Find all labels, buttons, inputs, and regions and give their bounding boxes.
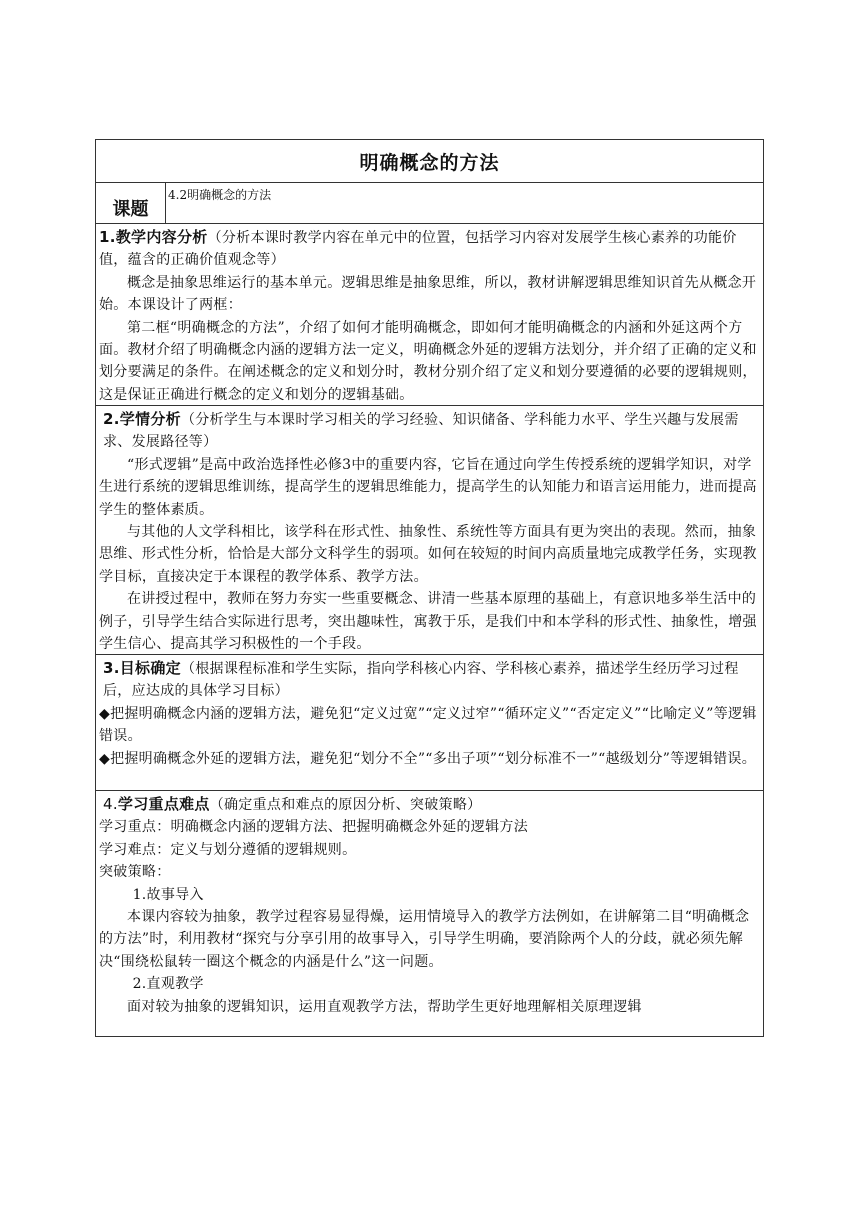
lesson-plan-table <box>95 139 764 1037</box>
section-number: 1. <box>99 228 116 246</box>
section-student-analysis <box>96 406 763 655</box>
title-row <box>96 140 763 183</box>
topic-label: 课题 <box>96 183 166 223</box>
section-number: 3. <box>103 659 120 677</box>
section-objectives <box>96 655 763 791</box>
section-number: 2. <box>103 410 120 428</box>
paragraph: 面对较为抽象的逻辑知识，运用直观教学方法，帮助学生更好地理解相关原理逻辑 <box>127 998 642 1015</box>
section-heading <box>99 793 760 816</box>
strategy-label: 突破策略： <box>99 864 171 881</box>
strategy-item-title: 1.故事导入 <box>132 886 204 903</box>
paragraph: 本课内容较为抽象，教学过程容易显得燥，运用情境导入的教学方法例如，在讲解第二目“明确概念的方法”时，利用教材“探究与分享引用的故事导入，引导学生明确，要消除两个人的分歧，就必须先解决“围绕松鼠转一圈这个概念的内涵是什么”这一问题。 <box>99 909 750 970</box>
section-note: （分析学生与本课时学习相关的学习经验、知识储备、学科能力水平、学生兴趣与发展需求、发展路径等） <box>103 412 739 451</box>
topic-value: 4.2明确概念的方法 <box>168 188 272 202</box>
section-title: 学情分析 <box>119 410 181 428</box>
paragraph: 概念是抽象思维运行的基本单元。逻辑思维是抽象思维，所以，教材讲解逻辑思维知识首先从概念开始。本课设计了两框： <box>99 274 757 314</box>
document-title: 明确概念的方法 <box>359 151 500 174</box>
objective-item: ◆把握明确概念内涵的逻辑方法，避免犯“定义过宽”“定义过窄”“循环定义”“否定定义”“比喻定义”等逻辑错误。 <box>99 705 757 745</box>
paragraph: 在讲授过程中，教师在努力夯实一些重要概念、讲清一些基本原理的基础上，有意识地多举生活中的例子，引导学生结合实际进行思考，突出趣味性，寓教于乐，是我们中和本学科的形式性、抽象性，增强学生信心、提高其学习积极性的一个手段。 <box>99 591 757 653</box>
section-title: 目标确定 <box>119 659 181 677</box>
objective-item: ◆把握明确概念外延的逻辑方法，避免犯“划分不全”“多出子项”“划分标准不一”“越级划分”等逻辑错误。 <box>99 750 757 767</box>
paragraph: 第二框“明确概念的方法”，介绍了如何才能明确概念，即如何才能明确概念的内涵和外延这两个方面。教材介绍了明确概念内涵的逻辑方法一定义，明确概念外延的逻辑方法划分，并介绍了正确的定义和划分要满足的条件。在阐述概念的定义和划分时，教材分别介绍了定义和划分要遵循的必要的逻辑规则，这是保证正确进行概念的定义和划分的逻辑基础。 <box>99 319 757 403</box>
section-key-points <box>96 791 763 1036</box>
section-heading <box>99 657 760 703</box>
section-note: （分析本课时教学内容在单元中的位置，包括学习内容对发展学生核心素养的功能价值，蕴含的正确价值观念等） <box>99 230 737 269</box>
strategy-item-title: 2.直观教学 <box>132 976 204 993</box>
section-note: （根据课程标准和学生实际，指向学科核心内容、学科核心素养，描述学生经历学习过程后，应达成的具体学习目标） <box>103 661 739 700</box>
paragraph: “形式逻辑”是高中政治选择性必修3中的重要内容，它旨在通过向学生传授系统的逻辑学知识，对学生进行系统的逻辑思维训练，提高学生的逻辑思维能力，提高学生的认知能力和语言运用能力，进而提高学生的整体素质。 <box>99 456 757 518</box>
difficulty-line: 学习难点：定义与划分遵循的逻辑规则。 <box>99 841 357 858</box>
section-note: （确定重点和难点的原因分析、突破策略） <box>209 797 482 813</box>
section-number: 4. <box>103 795 118 813</box>
section-heading <box>99 408 760 454</box>
section-content-analysis <box>96 224 763 406</box>
section-title: 教学内容分析 <box>115 228 208 246</box>
paragraph: 与其他的人文学科相比，该学科在形式性、抽象性、系统性等方面具有更为突出的表现。然而，抽象思维、形式性分析，恰恰是大部分文科学生的弱项。如何在较短的时间内高质量地完成教学任务，实现教学目标，直接决定于本课程的教学体系、教学方法。 <box>99 524 757 585</box>
key-point-line: 学习重点：明确概念内涵的逻辑方法、把握明确概念外延的逻辑方法 <box>99 819 528 836</box>
topic-row <box>96 183 763 224</box>
section-heading <box>99 226 760 272</box>
section-title: 学习重点难点 <box>117 795 210 813</box>
